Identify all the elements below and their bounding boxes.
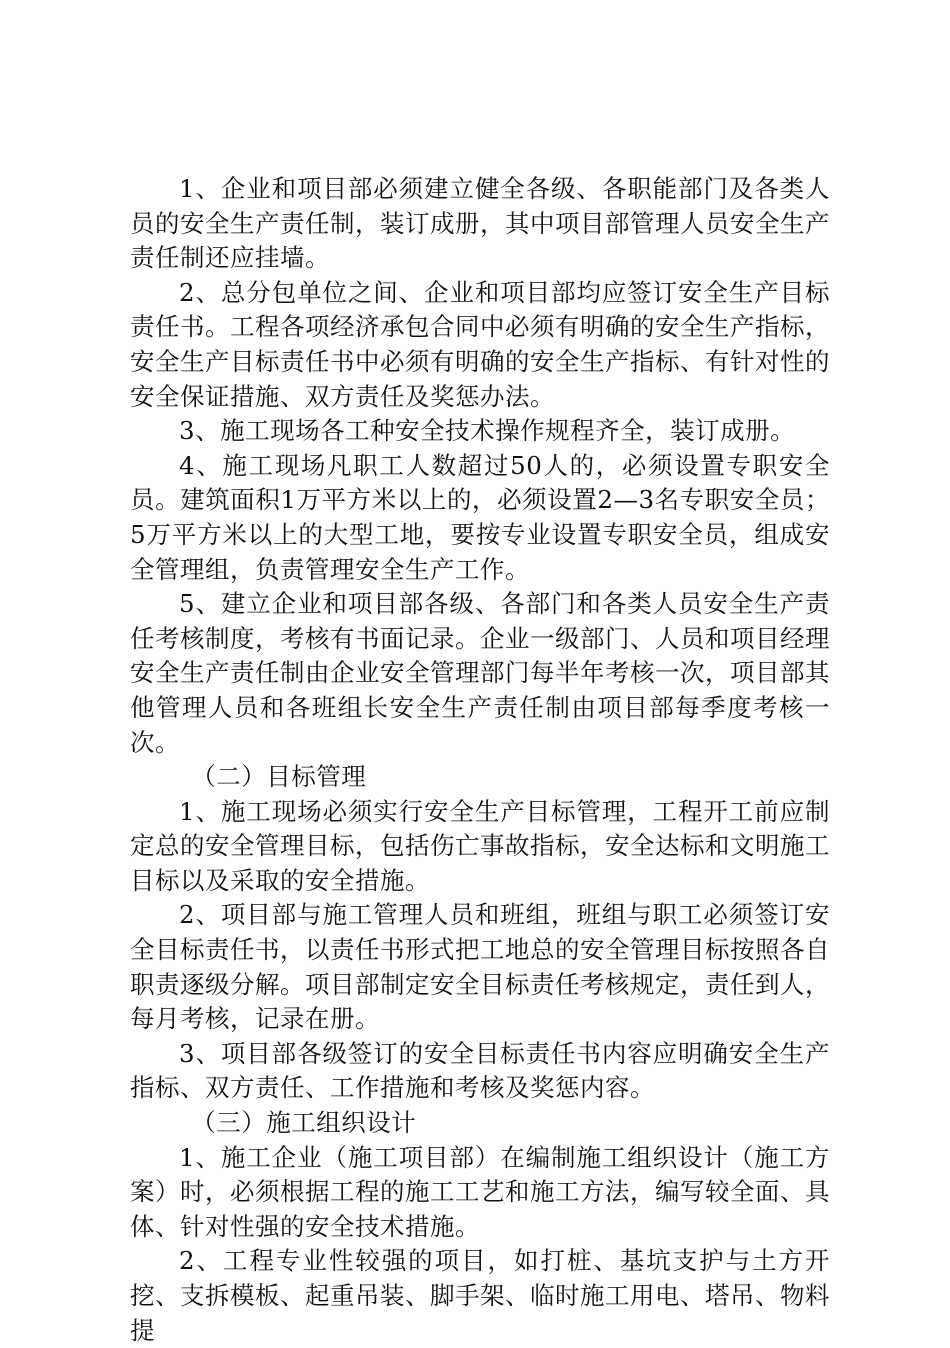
section-heading-target-management: （二）目标管理 (191, 762, 367, 792)
paragraph-design-1: 1、施工企业（施工项目部）在编制施工组织设计（施工方案）时，必须根据工程的施工工艺和施工方法，编写较全面、具体、针对性强的安全技术措施。 (130, 1142, 830, 1241)
paragraph-responsibility-5: 5、建立企业和项目部各级、各部门和各类人员安全生产责任考核制度，考核有书面记录。企业一级部门、人员和项目经理安全生产责任制由企业安全管理部门每半年考核一次，项目部其他管理人员和各班组长安全生产责任制由项目部每季度考核一次。 (130, 589, 830, 757)
paragraph-target-3: 3、项目部各级签订的安全目标责任书内容应明确安全生产指标、双方责任、工作措施和考核及奖惩内容。 (130, 1038, 830, 1103)
paragraph-design-2: 2、工程专业性较强的项目，如打桩、基坑支护与土方开挖、支拆模板、起重吊装、脚手架、临时施工用电、塔吊、物料提 (130, 1246, 830, 1345)
paragraph-responsibility-2: 2、总分包单位之间、企业和项目部均应签订安全生产目标责任书。工程各项经济承包合同中必须有明确的安全生产指标，安全生产目标责任书中必须有明确的安全生产指标、有针对性的安全保证措施、双方责任及奖惩办法。 (130, 277, 830, 411)
paragraph-responsibility-3: 3、施工现场各工种安全技术操作规程齐全，装订成册。 (179, 416, 796, 446)
paragraph-responsibility-1: 1、企业和项目部必须建立健全各级、各职能部门及各类人员的安全生产责任制，装订成册，其中项目部管理人员安全生产责任制还应挂墙。 (130, 174, 830, 273)
paragraph-responsibility-4: 4、施工现场凡职工人数超过50人的，必须设置专职安全员。建筑面积1万平方米以上的，必须设置2—3名专职安全员；5万平方米以上的大型工地，要按专业设置专职安全员，组成安全管理组，负责管理安全生产工作。 (130, 450, 830, 584)
document-body (130, 172, 830, 1348)
paragraph-target-1: 1、施工现场必须实行安全生产目标管理，工程开工前应制定总的安全管理目标，包括伤亡事故指标，安全达标和文明施工目标以及采取的安全措施。 (130, 796, 830, 895)
section-heading-construction-design: （三）施工组织设计 (191, 1108, 417, 1138)
paragraph-target-2: 2、项目部与施工管理人员和班组，班组与职工必须签订安全目标责任书，以责任书形式把工地总的安全管理目标按照各自职责逐级分解。项目部制定安全目标责任考核规定，责任到人，每月考核，记录在册。 (130, 900, 830, 1034)
